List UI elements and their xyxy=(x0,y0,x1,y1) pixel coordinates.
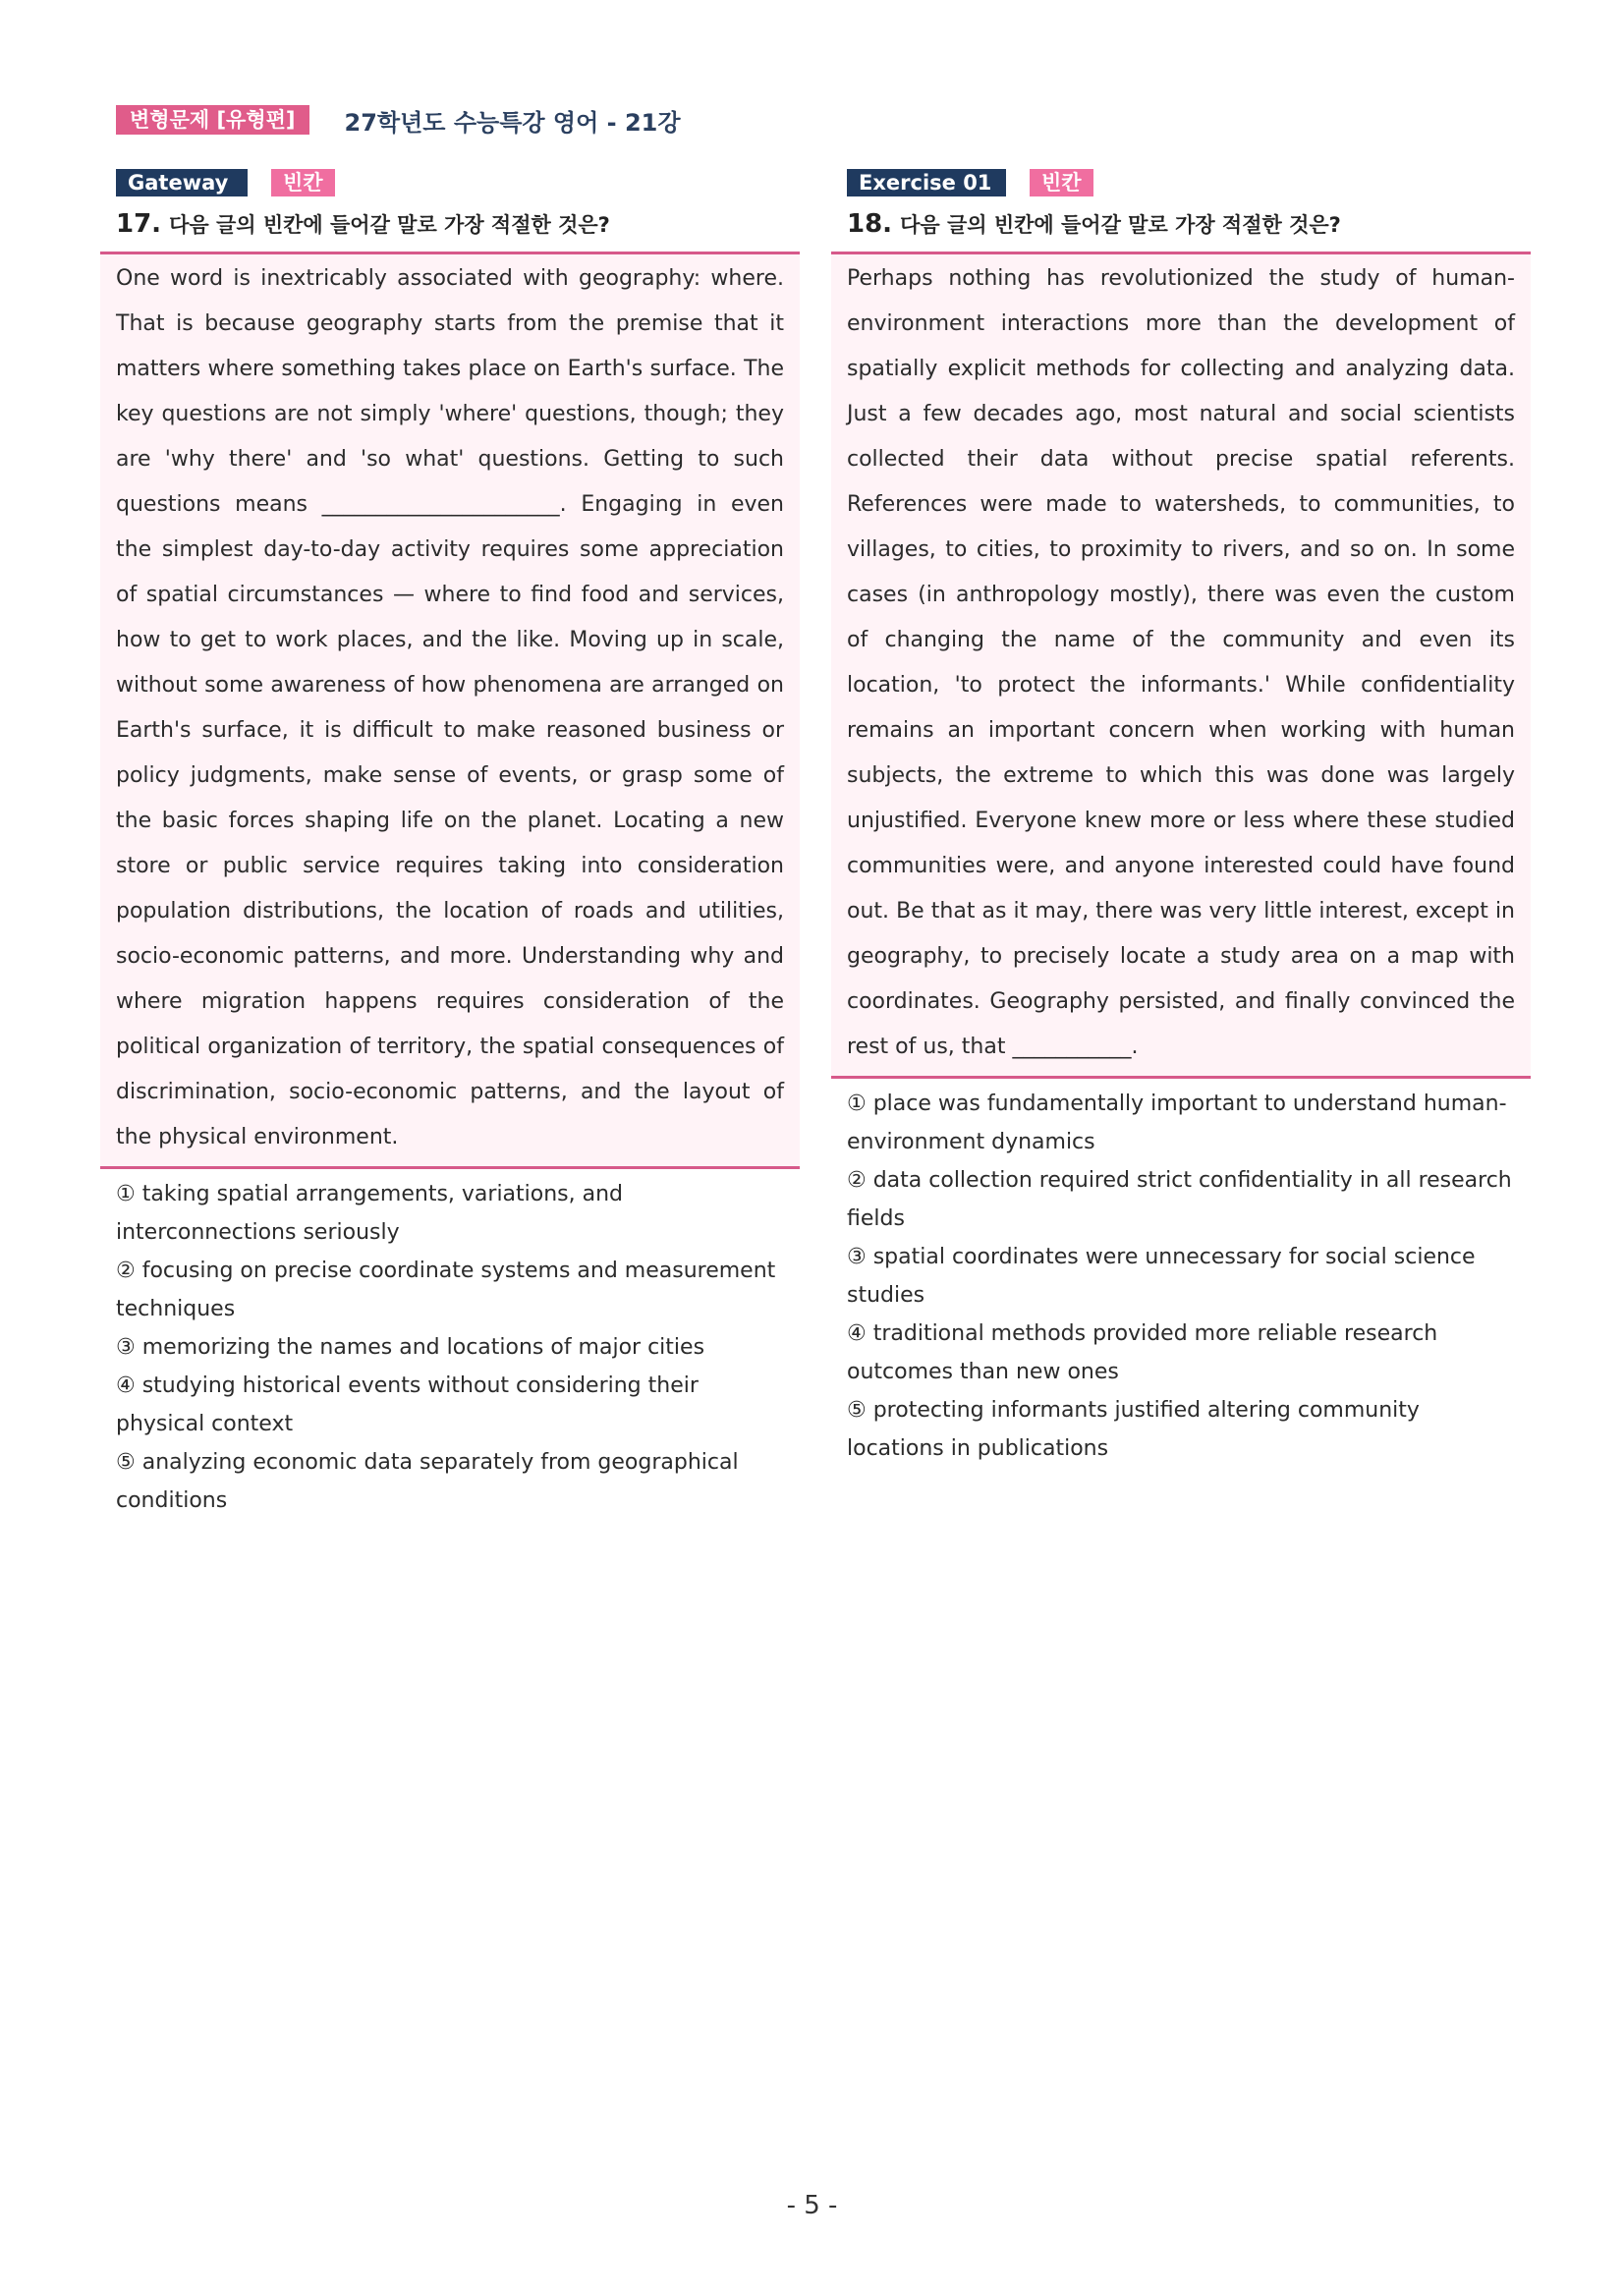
answer-option-1[interactable]: ① place was fundamentally important to understand human-environment dynamics xyxy=(847,1092,1507,1154)
tag-row xyxy=(831,169,1531,196)
section-tag-gateway: Gateway xyxy=(116,169,248,196)
answer-option-3[interactable]: ③ spatial coordinates were unnecessary for social science studies xyxy=(847,1245,1476,1308)
answer-options xyxy=(100,1175,800,1520)
answer-option-4[interactable]: ④ studying historical events without considering their physical context xyxy=(116,1373,699,1436)
passage-box: One word is inextricably associated with geography: where. That is because geography starts from the premise that it matters where something takes place on Earth's surface. The key questions are not simply 'where' questions, though; they are 'why there' and 'so what' questions. Getting to such questions means ______________________. Engaging in even the simplest day-to-day activity requires some appreciation of spatial circumstances — where to find food and services, how to get to work places, and the like. Moving up in scale, without some awareness of how phenomena are arranged on Earth's surface, it is difficult to make reasoned business or policy judgments, make sense of events, or grasp some of the basic forces shaping life on the planet. Locating a new store or public service requires taking into consideration population distributions, the location of roads and utilities, socio-economic patterns, and more. Understanding why and where migration happens requires consideration of the political organization of territory, the spatial consequences of discrimination, socio-economic patterns, and the layout of the physical environment. xyxy=(100,252,800,1169)
answer-option-5[interactable]: ⑤ analyzing economic data separately from geographical conditions xyxy=(116,1450,739,1513)
question-number: 17. xyxy=(116,209,162,239)
answer-option-1[interactable]: ① taking spatial arrangements, variations, and interconnections seriously xyxy=(116,1182,624,1245)
answer-option-3[interactable]: ③ memorizing the names and locations of major cities xyxy=(116,1335,705,1360)
tag-row xyxy=(100,169,800,196)
question-number: 18. xyxy=(847,209,893,239)
answer-option-2[interactable]: ② focusing on precise coordinate systems and measurement techniques xyxy=(116,1259,776,1321)
answer-option-2[interactable]: ② data collection required strict confidentiality in all research fields xyxy=(847,1168,1512,1231)
question-type-tag: 빈칸 xyxy=(271,169,335,196)
page-title: 27학년도 수능특강 영어 - 21강 xyxy=(344,108,681,137)
problem-type-badge: 변형문제 [유형편] xyxy=(116,105,309,135)
question-17-column xyxy=(100,169,800,1520)
page-number: - 5 - xyxy=(786,2191,838,2220)
page-header xyxy=(116,102,681,138)
question-prompt xyxy=(831,204,1531,244)
question-18-column xyxy=(831,169,1531,1468)
answer-options xyxy=(831,1085,1531,1468)
question-type-tag: 빈칸 xyxy=(1030,169,1093,196)
answer-option-5[interactable]: ⑤ protecting informants justified altering community locations in publications xyxy=(847,1398,1420,1461)
question-text: 다음 글의 빈칸에 들어갈 말로 가장 적절한 것은? xyxy=(900,213,1341,237)
question-prompt xyxy=(100,204,800,244)
section-tag-exercise: Exercise 01 xyxy=(847,169,1006,196)
question-text: 다음 글의 빈칸에 들어갈 말로 가장 적절한 것은? xyxy=(169,213,610,237)
passage-box: Perhaps nothing has revolutionized the study of human-environment interactions more than the development of spatially explicit methods for collecting and analyzing data. Just a few decades ago, most natural and social scientists collected their data without precise spatial referents. References were made to watersheds, to communities, to villages, to cities, to proximity to rivers, and so on. In some cases (in anthropology mostly), there was even the custom of changing the name of the community and even its location, 'to protect the informants.' While confidentiality remains an important concern when working with human subjects, the extreme to which this was done was largely unjustified. Everyone knew more or less where these studied communities were, and anyone interested could have found out. Be that as it may, there was very little interest, except in geography, to precisely locate a study area on a map with coordinates. Geography persisted, and finally convinced the rest of us, that ___________. xyxy=(831,252,1531,1079)
answer-option-4[interactable]: ④ traditional methods provided more reliable research outcomes than new ones xyxy=(847,1321,1438,1384)
